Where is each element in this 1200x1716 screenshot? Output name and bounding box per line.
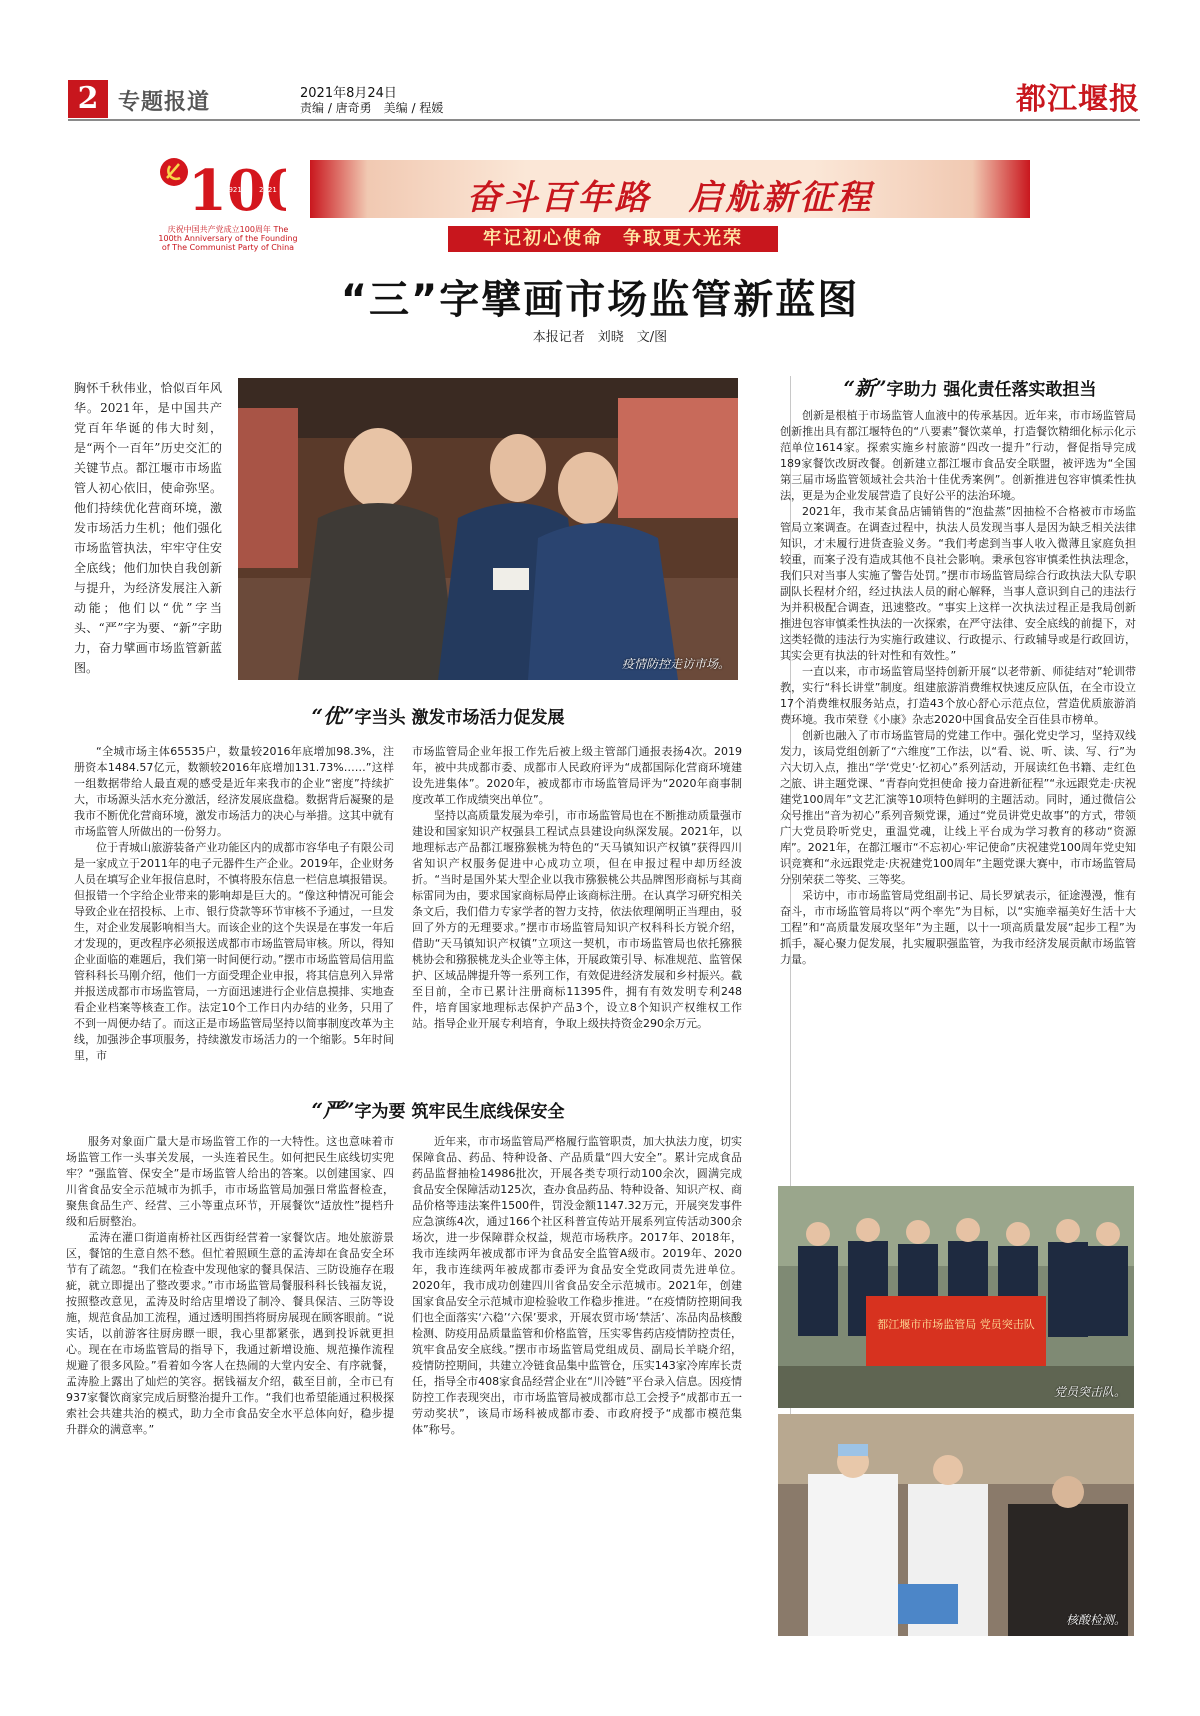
section-heading-yan [238,1094,638,1123]
slogan-main: 奋斗百年路 启航新征程 [466,178,874,218]
paragraph: 市场监管局企业年报工作先后被上级主管部门通报表扬4次。2019年，被中共成都市委、成都市人民政府评为“成都国际化营商环境建设先进集体”。2020年，被成都市市场监管局评为“2020年商事制度改革工作成绩突出单位”。 [412,745,742,806]
paragraph: 坚持以高质量发展为牵引，市市场监管局也在不断推动质量强市建设和国家知识产权强县工程试点县建设向纵深发展。2021年，以地理标志产品都江堰猕猴桃为特色的“天马镇知识产权镇”获得四川省知识产权服务促进中心成功立项，但在申报过程中却历经波折。“当时是国外某大型企业以我市猕猴桃公共品牌图形商标与其商标雷同为由，要求国家商标局停止该商标注册。在认真学习研究相关条文后，我们借力专家学者的智力支持，依法依理阐明正当理由，驳回了外方的无理要求。”摆市市场监管局知识产权科科长方锐介绍，借助“天马镇知识产权镇”立项这一契机，市市场监管局也依托猕猴桃协会和猕猴桃龙头企业等主体，开展政策引导、标准规范、监管保护、区域品牌提升等一系列工作，有效促进经济发展和乡村振兴。截至目前，全市已累计注册商标11395件，拥有有效发明专利248件，培育国家地理标志保护产品3个，设立8个知识产权维权工作站。指导企业开展专利培育，争取上级扶持资金290余万元。 [412,809,742,1030]
logo-number: 100 [188,158,286,224]
article-byline: 本报记者 刘晓 文/图 [532,330,668,345]
party-banner-flag [866,1296,1046,1366]
party-100-logo [158,152,286,232]
slogan-sub: 牢记初心使命 争取更大光荣 [448,226,778,252]
section-heading-text: 字当头 激发市场活力促发展 [354,708,565,728]
section-you-column-1 [74,744,394,1084]
section-heading-you [238,700,638,729]
paragraph: 2021年，我市某食品店铺销售的“泡盐蒸”因抽检不合格被市市场监管局立案调查。在调查过程中，执法人员发现当事人是因为缺乏相关法律知识，才未履行进货查验义务。“我们考虑到当事人收入微薄且家庭负担较重，而案子没有造成其他不良社会影响。秉承包容审慎柔性执法理念，我们只对当事人实施了警告处罚。”摆市市场监管局综合行政执法大队专职副队长程材介绍，经过执法人员的耐心解释，当事人意识到自己的违法行为并积极配合调查，迅速整改。“事实上这样一次执法过程正是我局创新推进包容审慎柔性执法的一次探索，在严守法律、安全底线的前提下，对这类轻微的违法行为实施行政建议、行政提示、行政辅导或是行政回访，其实会更有执法的针对性和有效性。” [780,505,1136,662]
article-intro: 胸怀千秋伟业，恰似百年风华。2021年，是中国共产党百年华诞的伟大时刻，是“两个一百年”历史交汇的关键节点。都江堰市市场监管人初心依旧，使命弥坚。他们持续优化营商环境，激发市场活力生机；他们强化市场监管执法，牢牢守住安全底线；他们加快自我创新与提升，为经济发展注入新动能；他们以“优”字当头、“严”字为要、“新”字助力，奋力擘画市场监管新蓝图。 [74,381,222,675]
section-yan-column-2 [412,1134,742,1634]
page-number: 2 [68,80,108,118]
logo-year-left: 1921 [224,186,242,194]
section-heading-xin [780,372,1160,401]
party-emblem-icon [158,152,286,232]
section-you-column-2 [412,744,742,1084]
section-yan-column-1 [66,1134,394,1634]
paragraph: 采访中，市市场监管局党组副书记、局长罗斌表示，征途漫漫，惟有奋斗，市市场监管局将以“两个率先”为目标，以“实施幸福美好生活十大工程”和“高质量发展攻坚年”为主题，以十一项高质量发展“起步工程”为抓手，凝心聚力促发展，扎实履职强监管，为我市经济发展贡献市场监管力量。 [780,889,1136,966]
paragraph: 孟涛在灌口街道南桥社区西街经营着一家餐饮店。地处旅游景区，餐馆的生意自然不愁。但忙着照顾生意的孟涛却在食品安全环节有了疏忽。“我们在检查中发现他家的餐具保洁、三防设施存在瑕疵，就立即提出了整改要求。”市市场监管局餐服科科长钱福友说，按照整改意见，孟涛及时给店里增设了制冷、餐具保洁、三防等设施，规范食品加工流程，通过透明围挡将厨房展现在顾客眼前。“说实话，以前游客往厨房瞟一眼，我心里都紧张，遇到投诉就更担心。现在在市场监管局的指导下，我通过新增设施、规范操作流程规避了很多风险。”看着如今客人在热闹的大堂内安全、有序就餐，孟涛脸上露出了灿烂的笑容。据钱福友介绍，截至目前，全市已有937家餐饮商家完成后厨整治提升工作。“我们也希望能通过积极探索社会共建共治的模式，助力全市食品安全水平总体向好，稳步提升群众的满意率。” [66,1231,394,1436]
paragraph: 一直以来，市市场监管局坚持创新开展“以老带新、师徒结对”轮训带教，实行“科长讲堂”制度。组建旅游消费维权快速反应队伍，在全市设立17个消费维权服务站点，打造43个放心舒心示范点位，营造优质旅游消费环境。我市荣登《小康》杂志2020中国食品安全百佳县市榜单。 [780,665,1136,726]
paragraph: 近年来，市市场监管局严格履行监管职责，加大执法力度，切实保障食品、药品、特种设备、产品质量“四大安全”。累计完成食品药品监督抽检14986批次，开展各类专项行动100余次，圆满完成食品安全保障活动125次，查办食品药品、特种设备、知识产权、商品价格等违法案件1500件，罚没金额1147.32万元，开展突发事件应急演练4次，通过166个社区科普宣传站开展系列宣传活动300余场次，进一步保障群众权益，规范市场秩序。2017年、2018年，我市连续两年被成都市评为食品安全监管A级市。2019年、2020年，我市连续两年被成都市委评为食品安全党政同责先进单位。2020年，我市成功创建四川省食品安全示范城市。2021年，创建国家食品安全示范城市迎检验收工作稳步推进。“在疫情防控期间我们也全面落实‘六稳’‘六保’要求，开展农贸市场‘禁活’、冻品肉品核酸检测、防疫用品质量监管和价格监管，压实零售药店疫情防控责任，筑牢食品安全底线。”摆市市场监管局党组成员、副局长羊晓介绍，疫情防控期间，共建立冷链食品集中监管仓，压实143家冷库库长责任，指导全市408家食品经营企业在“川冷链”平台录入信息。因疫情防控工作表现突出，市市场监管局被成都市总工会授予“成都市五一劳动奖状”，该局市场科被成都市委、市政府授予“成都市模范集体”称号。 [412,1135,742,1436]
anniversary-banner [158,152,1030,252]
logo-year-right: 2021 [259,186,277,194]
paragraph: 创新也融入了市市场监管局的党建工作中。强化党史学习，坚持双线发力，该局党组创新了“六维度”工作法，以“看、说、听、读、写、行”为六大切入点，推出“学‘党史’·忆初心”系列活动，开展读红色书籍、走红色之旅、讲主题党课、“青春向党担使命 接力奋进新征程”“永远跟党走·庆祝建党100周年”文艺汇演等10项特色鲜明的主题活动。同时，通过微信公众号推出“音为初心”系列音频党课，通过“党员讲党史故事”的方式，带领广大党员聆听党史，重温党魂，让线上平台成为学习教育的移动“资源库”。2021年，在都江堰市“不忘初心·牢记使命”庆祝建党100周年党史知识竞赛和“永远跟党走·庆祝建党100周年”主题党课大赛中，市市场监管局分别荣获二等奖、三等奖。 [780,729,1136,886]
paragraph: “全城市场主体65535户，数量较2016年底增加98.3%，注册资本1484.57亿元，数额较2016年底增加131.73%……”这样一组数据带给人最直观的感受是近年来我市的企业“密度”持续扩大，市场源头活水充分激活，经济发展底盘稳。数据背后凝聚的是我市不断优化营商环境，激发市场活力的决心与举措。这其中就有市场监管人所做出的一份努力。 [74,745,394,838]
paragraph: 位于青城山旅游装备产业功能区内的成都市容华电子有限公司是一家成立于2011年的电子元器件生产企业。2019年，企业财务人员在填写企业年报信息时，不慎将股东信息一栏信息填报错误。但报错一个字给企业带来的影响却是巨大的。“像这种情况可能会导致企业在招投标、上市、银行贷款等环节审核不予通过，一旦发生，对企业发展影响相当大。而该企业的这个失误是在事发一年后才发现的，更改程序必须报送成都市市场监管局审核。所以，得知企业面临的难题后，我们第一时间便行动。”摆市市场监管局信用监管科科长马刚介绍，他们一方面受理企业申报，将其信息列入异常并报送成都市市场监管局，一方面迅速进行企业信息摸排、实地查看企业档案等核查工作。法定10个工作日内办结的业务，只用了不到一周便办结了。而这正是市场监管局坚持以简事制度改革为主线，加强涉企事项服务，持续激发市场活力的一个缩影。5年时间里，市 [74,841,394,1062]
section-name: 专题报道 [118,90,211,115]
section-heading-keyword: “优” [311,704,355,728]
editors-line: 责编 / 唐奇勇 美编 / 程媛 [300,101,444,115]
paragraph: 服务对象面广量大是市场监管工作的一大特性。这也意味着市场监管工作一头事关发展，一头连着民生。如何把民生底线切实兜牢？“强监管、保安全”是市场监管人给出的答案。以创建国家、四川省食品安全示范城市为抓手，市市场监管局加强日常监督检查，聚焦食品生产、经营、三小等重点环节，开展餐饮“适放性”提档升级和后厨整治。 [66,1135,394,1228]
slogan-bar [310,160,1030,218]
paragraph: 创新是根植于市场监管人血液中的传承基因。近年来，市市场监管局创新推出具有都江堰特色的“八要素”餐饮菜单，打造餐饮精细化标示化示范单位1614家。探索实施乡村旅游“四改一提升”行动，督促指导完成189家餐饮改厨改餐。创新建立都江堰市食品安全联盟，被评选为“全国第三届市场监管领域社会共治十佳优秀案例”。创新推进包容审慎柔性执法，更是为企业发展营造了良好公平的法治环境。 [780,409,1136,502]
party-banner-text: 都江堰市市场监管局 党员突击队 [877,1318,1035,1331]
market-inspection-photo [238,378,738,680]
newspaper-masthead: 都江堰报 [1016,82,1140,117]
section-heading-text: 字助力 强化责任落实敢担当 [886,380,1097,400]
page-header [68,80,1140,118]
photo-caption: 核酸检测。 [1065,1613,1126,1627]
section-xin-column [780,408,1136,1176]
header-divider [68,119,1140,121]
section-heading-keyword: “新” [843,376,887,400]
party-team-photo [778,1186,1134,1408]
section-heading-text: 字为要 筑牢民生底线保安全 [354,1102,565,1122]
article-headline: “三”字擘画市场监管新蓝图 [340,277,860,323]
issue-date: 2021年8月24日 [300,86,397,101]
photo-caption: 疫情防控走访市场。 [621,657,730,671]
photo-caption: 党员突击队。 [1053,1385,1126,1399]
testing-photo [778,1414,1134,1636]
section-heading-keyword: “严” [311,1098,355,1122]
logo-caption: 庆祝中国共产党成立100周年 The 100th Anniversary of the Founding of The Communist Party of China [158,225,298,252]
